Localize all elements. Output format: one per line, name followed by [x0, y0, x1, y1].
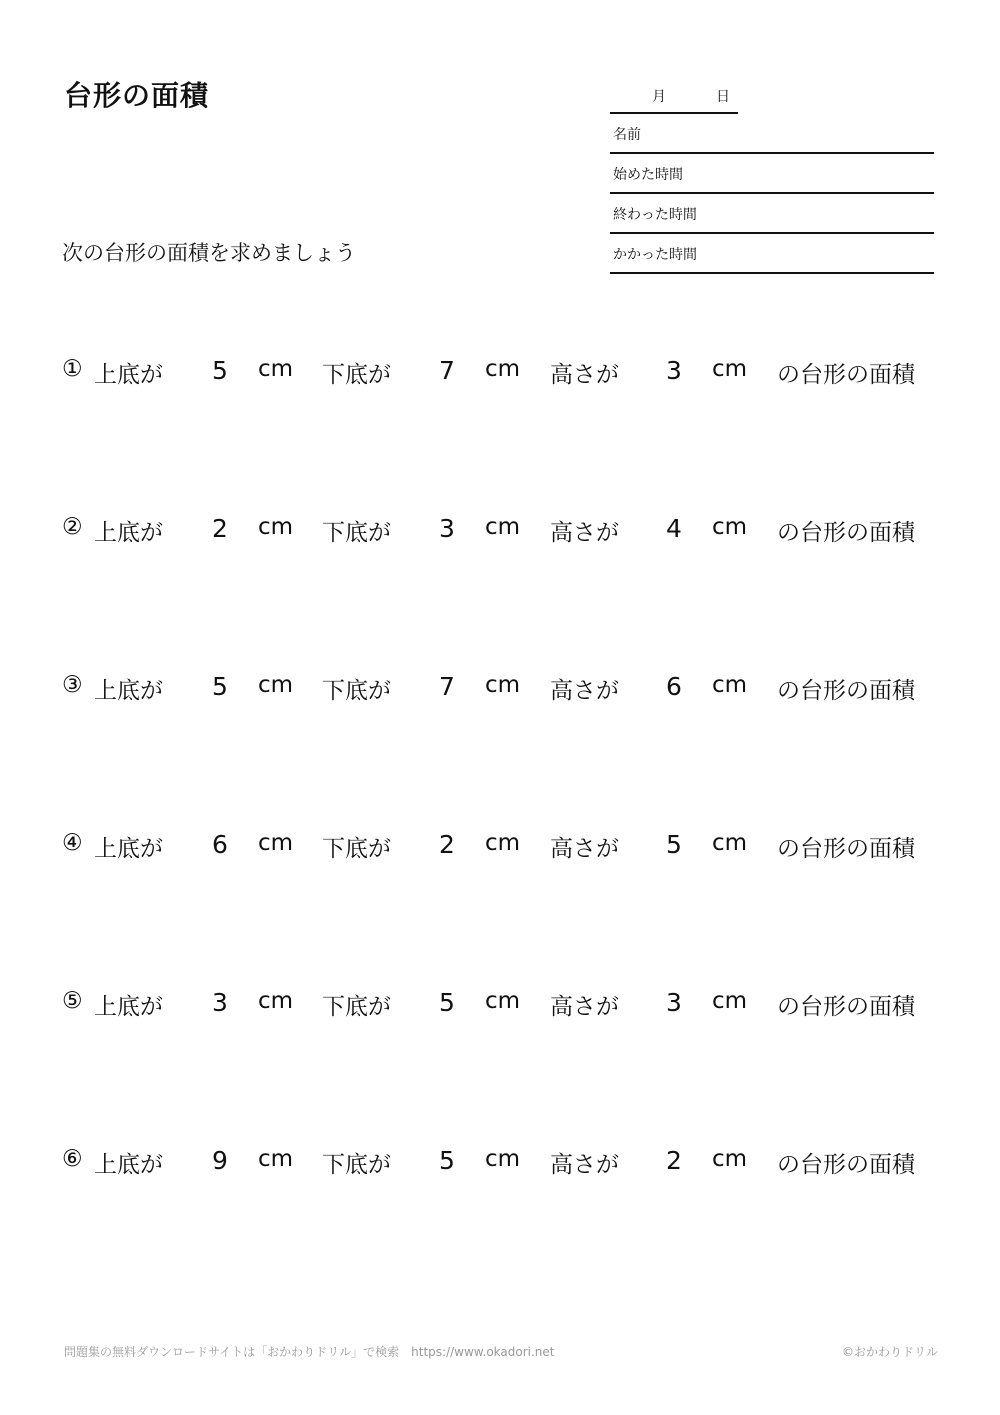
lower-base-label: 下底が — [322, 362, 391, 388]
elapsed-time-field — [610, 234, 934, 274]
upper-base-value: 3 — [212, 988, 228, 1017]
problem-number: ⑤ — [62, 988, 83, 1014]
footer-site-note: 問題集の無料ダウンロードサイトは「おかわりドリル」で検索 https://www.okadori.net — [64, 1345, 555, 1359]
problem-number: ③ — [62, 672, 83, 698]
unit: cm — [485, 1146, 521, 1172]
unit: cm — [485, 830, 521, 856]
upper-base-label: 上底が — [94, 1152, 163, 1178]
problem-number: ① — [62, 356, 83, 382]
lower-base-value: 7 — [439, 356, 455, 385]
info-box — [610, 114, 934, 274]
unit: cm — [485, 988, 521, 1014]
upper-base-label: 上底が — [94, 994, 163, 1020]
lower-base-value: 2 — [439, 830, 455, 859]
problem-2 — [62, 514, 942, 554]
name-field — [610, 114, 934, 154]
height-value: 2 — [666, 1146, 682, 1175]
upper-base-value: 9 — [212, 1146, 228, 1175]
height-label: 高さが — [550, 362, 619, 388]
unit: cm — [712, 356, 748, 382]
name-label: 名前 — [613, 127, 641, 143]
problem-number: ⑥ — [62, 1146, 83, 1172]
height-label: 高さが — [550, 994, 619, 1020]
lower-base-value: 7 — [439, 672, 455, 701]
footer-copyright: ©おかわりドリル — [842, 1345, 939, 1359]
unit: cm — [258, 672, 294, 698]
instruction: 次の台形の面積を求めましょう — [62, 241, 356, 265]
height-value: 6 — [666, 672, 682, 701]
month-label: 月 — [652, 89, 666, 105]
lower-base-value: 3 — [439, 514, 455, 543]
problem-3 — [62, 672, 942, 712]
problem-suffix: の台形の面積 — [777, 1152, 915, 1178]
unit: cm — [712, 1146, 748, 1172]
height-label: 高さが — [550, 836, 619, 862]
start-time-field — [610, 154, 934, 194]
height-label: 高さが — [550, 520, 619, 546]
height-label: 高さが — [550, 1152, 619, 1178]
upper-base-label: 上底が — [94, 520, 163, 546]
problem-1 — [62, 356, 942, 396]
lower-base-value: 5 — [439, 988, 455, 1017]
upper-base-label: 上底が — [94, 836, 163, 862]
lower-base-value: 5 — [439, 1146, 455, 1175]
lower-base-label: 下底が — [322, 678, 391, 704]
day-label: 日 — [716, 89, 730, 105]
upper-base-value: 2 — [212, 514, 228, 543]
problem-number: ② — [62, 514, 83, 540]
problem-suffix: の台形の面積 — [777, 520, 915, 546]
unit: cm — [485, 672, 521, 698]
upper-base-label: 上底が — [94, 678, 163, 704]
unit: cm — [258, 830, 294, 856]
unit: cm — [258, 514, 294, 540]
upper-base-label: 上底が — [94, 362, 163, 388]
height-label: 高さが — [550, 678, 619, 704]
upper-base-value: 6 — [212, 830, 228, 859]
unit: cm — [258, 356, 294, 382]
problem-suffix: の台形の面積 — [777, 836, 915, 862]
unit: cm — [258, 988, 294, 1014]
end-time-label: 終わった時間 — [613, 207, 697, 223]
lower-base-label: 下底が — [322, 836, 391, 862]
height-value: 4 — [666, 514, 682, 543]
problem-5 — [62, 988, 942, 1028]
unit: cm — [258, 1146, 294, 1172]
problem-suffix: の台形の面積 — [777, 994, 915, 1020]
end-time-field — [610, 194, 934, 234]
unit: cm — [712, 672, 748, 698]
problem-suffix: の台形の面積 — [777, 362, 915, 388]
problem-suffix: の台形の面積 — [777, 678, 915, 704]
problem-number: ④ — [62, 830, 83, 856]
unit: cm — [485, 514, 521, 540]
unit: cm — [712, 988, 748, 1014]
unit: cm — [485, 356, 521, 382]
start-time-label: 始めた時間 — [613, 167, 683, 183]
unit: cm — [712, 830, 748, 856]
upper-base-value: 5 — [212, 672, 228, 701]
upper-base-value: 5 — [212, 356, 228, 385]
page-title: 台形の面積 — [64, 79, 210, 112]
height-value: 3 — [666, 356, 682, 385]
lower-base-label: 下底が — [322, 520, 391, 546]
lower-base-label: 下底が — [322, 994, 391, 1020]
height-value: 3 — [666, 988, 682, 1017]
problem-6 — [62, 1146, 942, 1186]
lower-base-label: 下底が — [322, 1152, 391, 1178]
elapsed-time-label: かかった時間 — [613, 247, 697, 263]
date-field — [610, 84, 738, 114]
height-value: 5 — [666, 830, 682, 859]
problem-4 — [62, 830, 942, 870]
unit: cm — [712, 514, 748, 540]
